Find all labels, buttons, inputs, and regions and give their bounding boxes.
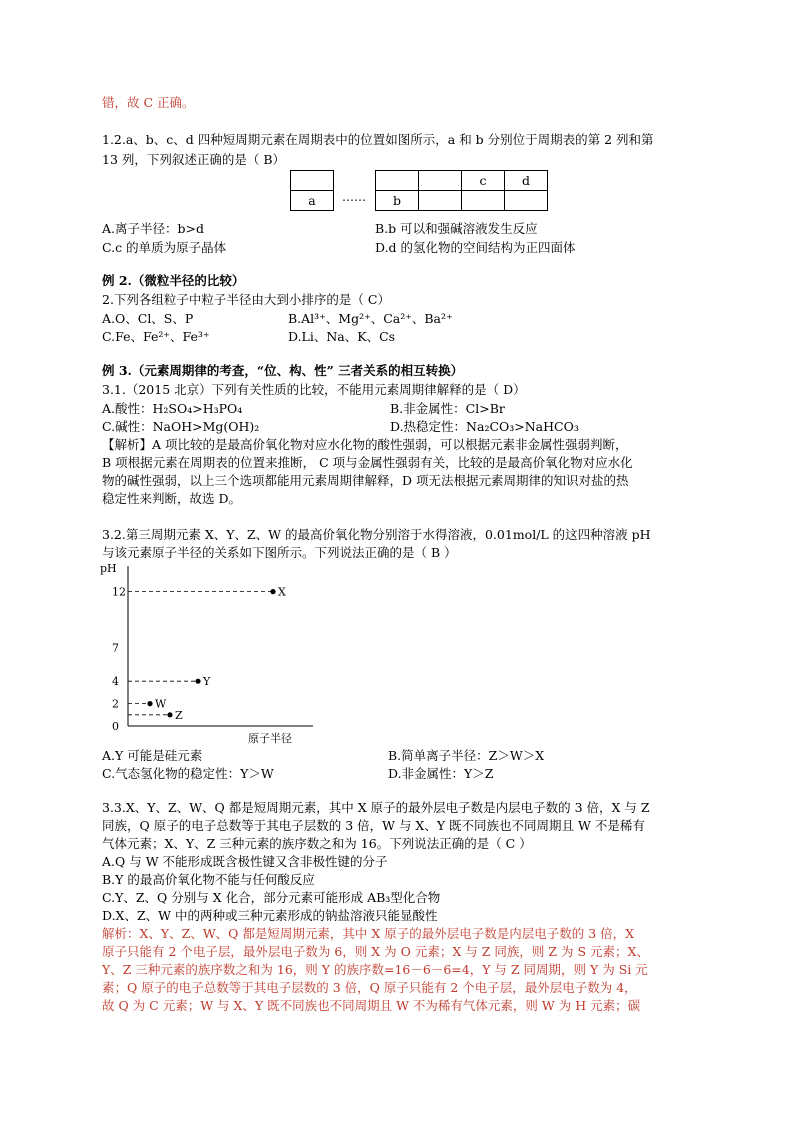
q33-solution-line1: 解析：X、Y、Z、W、Q 都是短周期元素，其中 X 原子的最外层电子数是内层电子数的 3 倍，X xyxy=(102,926,635,941)
periodic-table-right xyxy=(375,170,548,211)
pt-cell-empty xyxy=(505,191,548,211)
data-point-w xyxy=(147,701,152,706)
ex3-option-d: D.热稳定性：Na₂CO₃>NaHCO₃ xyxy=(390,419,579,434)
ex3-option-a: A.酸性：H₂SO₄>H₃PO₄ xyxy=(102,401,243,416)
y-tick-label: 0 xyxy=(112,720,119,733)
ex3-analysis-line3: 物的碱性强弱，以上三个选项都能用元素周期律解释，D 项无法根据元素周期律的知识对盐的热 xyxy=(102,473,629,488)
q33-option-c: C.Y、Z、Q 分别与 X 化合，部分元素可能形成 AB₃型化合物 xyxy=(102,890,441,905)
ex2-option-c: C.Fe、Fe²⁺、Fe³⁺ xyxy=(102,329,210,344)
y-tick-label: 12 xyxy=(112,585,126,599)
periodic-table-left xyxy=(290,170,334,211)
ph-radius-chart xyxy=(98,558,318,748)
data-point-label: Z xyxy=(175,708,183,722)
pt-cell-empty xyxy=(419,191,462,211)
q33-solution-line3: Y、Z 三种元素的族序数之和为 16，则 Y 的族序数=16－6－6=4，Y 与 Z 同周期，则 Y 为 Si 元 xyxy=(102,962,648,977)
q32-option-c: C.气态氢化物的稳定性：Y＞W xyxy=(102,766,274,781)
data-point-label: W xyxy=(155,697,167,711)
q33-option-a: A.Q 与 W 不能形成既含极性键又含非极性键的分子 xyxy=(102,854,388,869)
pt-cell-a: a xyxy=(291,191,334,211)
q1-stem-line2: 13 列，下列叙述正确的是（ B） xyxy=(102,152,286,167)
data-point-label: X xyxy=(278,585,286,599)
pt-cell-empty xyxy=(462,191,505,211)
q33-solution-line5: 故 Q 为 C 元素；W 与 X、Y 既不同族也不同周期且 W 不为稀有气体元素，则 W 为 H 元素；碳 xyxy=(102,998,641,1013)
ex3-stem: 3.1.（2015 北京）下列有关性质的比较，不能用元素周期律解释的是（ D） xyxy=(102,382,526,397)
q33-stem-line3: 气体元素；X、Y、Z 三种元素的族序数之和为 16。下列说法正确的是（ C ） xyxy=(102,836,532,851)
pt-cell-empty xyxy=(376,171,419,191)
ex2-option-a: A.O、Cl、S、P xyxy=(102,311,194,326)
x-axis-label: 原子半径 xyxy=(248,732,292,745)
pt-cell-empty xyxy=(419,171,462,191)
q33-solution-line2: 原子只能有 2 个电子层，最外层电子数为 6，则 X 为 O 元素；X 与 Z 同族，则 Z 为 S 元素；X、 xyxy=(102,944,649,959)
q32-option-d: D.非金属性：Y＞Z xyxy=(388,766,494,781)
q1-option-a: A.离子半径：b>d xyxy=(102,221,204,236)
ex2-option-d: D.Li、Na、K、Cs xyxy=(288,329,396,344)
ex3-analysis-line4: 稳定性来判断，故选 D。 xyxy=(102,491,241,506)
q33-solution-line4: 素；Q 原子的电子总数等于其电子层数的 3 倍，Q 原子只能有 2 个电子层，最外层电子数为 4， xyxy=(102,980,637,995)
ex3-heading: 例 3.（元素周期律的考查，“位、构、性” 三者关系的相互转换） xyxy=(102,363,464,378)
data-point-label: Y xyxy=(203,675,211,689)
q33-stem-line1: 3.3.X、Y、Z、W、Q 都是短周期元素，其中 X 原子的最外层电子数是内层电子数的 3 倍，X 与 Z xyxy=(102,800,650,815)
data-point-x xyxy=(270,589,275,594)
q1-option-c: C.c 的单质为原子晶体 xyxy=(102,240,227,255)
ex2-heading: 例 2.（微粒半径的比较） xyxy=(102,273,245,288)
q33-option-d: D.X、Z、W 中的两种或三种元素形成的钠盐溶液只能显酸性 xyxy=(102,908,438,923)
intro-line: 错，故 C 正确。 xyxy=(102,95,195,110)
y-tick-label: 7 xyxy=(112,641,119,655)
data-point-z xyxy=(167,712,172,717)
ex2-option-b: B.Al³⁺、Mg²⁺、Ca²⁺、Ba²⁺ xyxy=(288,311,453,326)
ex3-analysis-line1: 【解析】A 项比较的是最高价氧化物对应水化物的酸性强弱，可以根据元素非金属性强弱判断， xyxy=(102,437,628,452)
pt-cell-b: b xyxy=(376,191,419,211)
ex3-option-c: C.碱性：NaOH>Mg(OH)₂ xyxy=(102,419,260,434)
q1-stem-line1: 1.2.a、b、c、d 四种短周期元素在周期表中的位置如图所示，a 和 b 分别位于周期表的第 2 列和第 xyxy=(102,132,654,147)
q32-stem-line1: 3.2.第三周期元素 X、Y、Z、W 的最高价氧化物分别溶于水得溶液，0.01mol/L 的这四种溶液 pH xyxy=(102,527,651,542)
pt-cell-empty xyxy=(291,171,334,191)
q33-option-b: B.Y 的最高价氧化物不能与任何酸反应 xyxy=(102,872,315,887)
pt-cell-d: d xyxy=(505,171,548,191)
data-point-y xyxy=(195,679,200,684)
ex2-stem: 2.下列各组粒子中粒子半径由大到小排序的是（ C） xyxy=(102,292,390,307)
q32-stem-line2: 与该元素原子半径的关系如下图所示。下列说法正确的是（ B ） xyxy=(102,545,457,560)
y-axis-label: pH xyxy=(100,562,117,575)
q32-option-b: B.简单离子半径：Z＞W＞X xyxy=(388,748,545,763)
q32-option-a: A.Y 可能是硅元素 xyxy=(102,748,203,763)
y-tick-label: 2 xyxy=(112,697,119,711)
ex3-analysis-line2: B 项根据元素在周期表的位置来推断， C 项与金属性强弱有关，比较的是最高价氧化物对应水化 xyxy=(102,455,633,470)
table-dots: …… xyxy=(342,190,366,204)
pt-cell-c: c xyxy=(462,171,505,191)
ex3-option-b: B.非金属性：Cl>Br xyxy=(390,401,505,416)
q1-option-d: D.d 的氢化物的空间结构为正四面体 xyxy=(375,240,576,255)
y-tick-label: 4 xyxy=(112,675,119,689)
q33-stem-line2: 同族，Q 原子的电子总数等于其电子层数的 3 倍，W 与 X、Y 既不同族也不同周期且 W 不是稀有 xyxy=(102,818,645,833)
q1-option-b: B.b 可以和强碱溶液发生反应 xyxy=(375,221,538,236)
